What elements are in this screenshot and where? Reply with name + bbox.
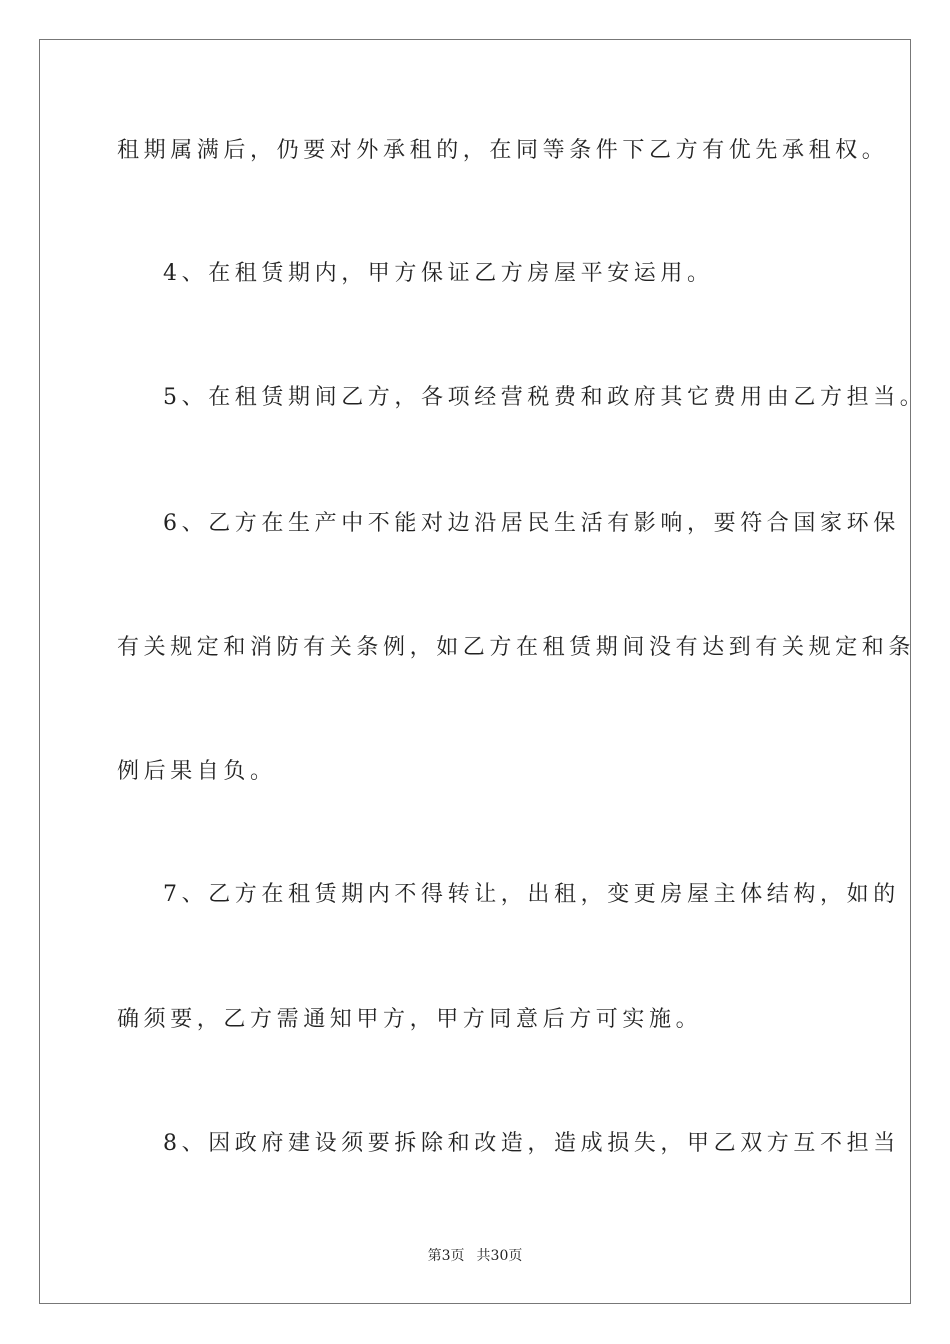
page-number: 第3页 [427, 1248, 465, 1264]
clause-8-line-1: 8、因政府建设须要拆除和改造，造成损失，甲乙双方互不担当 [163, 1131, 900, 1156]
clause-6-line-1: 6、乙方在生产中不能对边沿居民生活有影响，要符合国家环保 [163, 511, 900, 536]
clause-5: 5、在租赁期间乙方，各项经营税费和政府其它费用由乙方担当。 [163, 385, 927, 410]
clause-7-line-1: 7、乙方在租赁期内不得转让，出租，变更房屋主体结构，如的 [163, 882, 900, 907]
text-line-1: 租期属满后，仍要对外承租的，在同等条件下乙方有优先承租权。 [117, 138, 889, 163]
clause-6-line-3: 例后果自负。 [117, 759, 277, 784]
page-total: 共30页 [476, 1248, 523, 1264]
clause-4: 4、在租赁期内，甲方保证乙方房屋平安运用。 [163, 261, 714, 286]
page-border [39, 39, 911, 1304]
clause-6-line-2: 有关规定和消防有关条例，如乙方在租赁期间没有达到有关规定和条 [117, 635, 916, 660]
clause-7-line-2: 确须要，乙方需通知甲方，甲方同意后方可实施。 [117, 1007, 703, 1032]
page-footer [0, 1246, 950, 1266]
